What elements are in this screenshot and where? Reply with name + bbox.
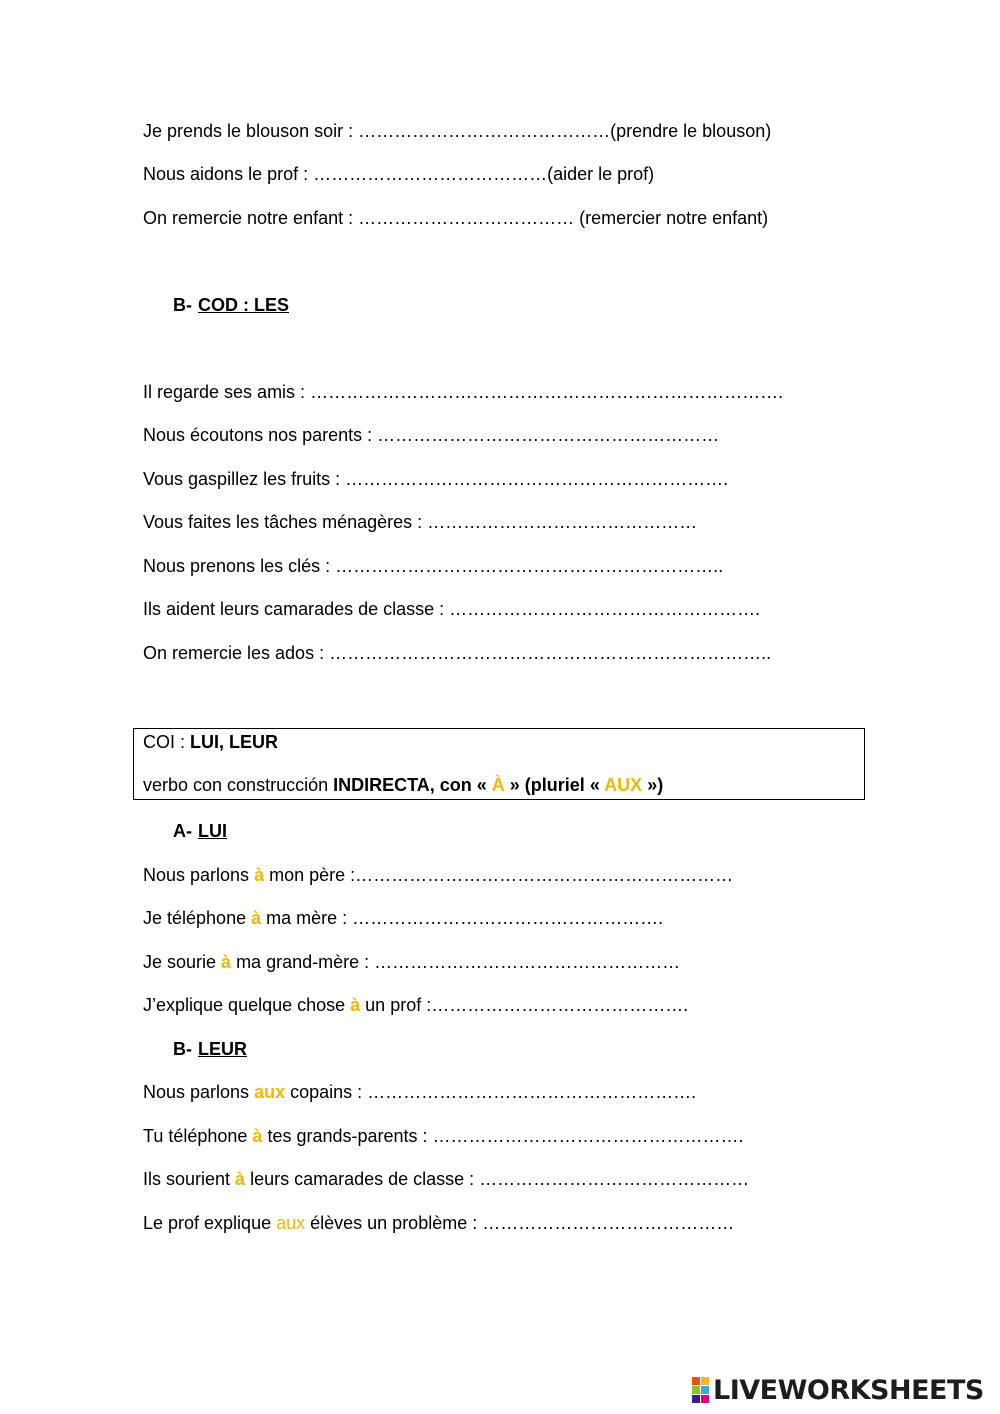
exercise-line: Nous aidons le prof : …………………………………(aider le prof): [143, 164, 655, 184]
section-title: COD : LES: [198, 295, 290, 315]
logo-square: [692, 1377, 700, 1385]
exercise-line: On remercie notre enfant : ……………………………… (remercier notre enfant): [143, 208, 769, 228]
section-prefix: B-: [173, 1039, 192, 1059]
exercise-line: Il regarde ses amis : …………………………………………………………………….: [143, 382, 784, 402]
line-start: Nous parlons: [143, 1082, 255, 1102]
line-start: Tu téléphone: [143, 1126, 253, 1146]
coi-description: [143, 774, 663, 796]
line-start: Ils sourient: [143, 1169, 236, 1189]
exercise-line: [143, 907, 663, 929]
coi-desc-end: »): [642, 775, 664, 795]
logo-square: [701, 1386, 709, 1394]
coi-label: COI :: [143, 732, 191, 752]
exercise-line: [143, 1081, 696, 1103]
preposition: à: [235, 1169, 246, 1189]
coi-aux-word: AUX: [604, 775, 643, 795]
logo-square: [701, 1377, 709, 1385]
exercise-line: [143, 1168, 749, 1190]
exercise-line: Vous faites les tâches ménagères : ………………………………………: [143, 512, 698, 532]
exercise-line: [143, 994, 688, 1016]
liveworksheets-logo: [692, 1374, 984, 1406]
coi-a-char: À: [491, 775, 505, 795]
section-title: LEUR: [198, 1039, 247, 1059]
line-start: Je sourie: [143, 952, 222, 972]
coi-desc-bold: INDIRECTA, con «: [333, 775, 492, 795]
exercise-line: [143, 1125, 744, 1147]
section-heading-leur: [173, 1038, 247, 1060]
line-end: un prof :…………………………………….: [360, 995, 689, 1015]
line-end: élèves un problème : ……………………………………: [305, 1213, 735, 1233]
preposition: à: [350, 995, 361, 1015]
line-end: ma mère : …………………………………………….: [261, 908, 664, 928]
line-end: leurs camarades de classe : ………………………………………: [245, 1169, 750, 1189]
preposition: à: [221, 952, 232, 972]
line-end: copains : ……………………………………………….: [285, 1082, 697, 1102]
preposition: aux: [254, 1082, 286, 1102]
exercise-line: Nous écoutons nos parents : …………………………………………………: [143, 425, 720, 445]
exercise-line: On remercie les ados : ………………………………………………………………..: [143, 643, 772, 663]
line-start: Le prof explique: [143, 1213, 277, 1233]
line-start: J’explique quelque chose: [143, 995, 351, 1015]
section-heading-cod: [173, 294, 289, 316]
section-prefix: A-: [173, 821, 192, 841]
logo-square: [692, 1395, 700, 1403]
line-end: mon père :………………………………………………………: [264, 865, 734, 885]
preposition: aux: [276, 1213, 306, 1233]
section-heading-lui: [173, 820, 227, 842]
exercise-line: [143, 951, 680, 973]
logo-square: [701, 1395, 709, 1403]
line-end: tes grands-parents : …………………………………………….: [262, 1126, 744, 1146]
exercise-line: [143, 864, 733, 886]
logo-text: LIVEWORKSHEETS: [713, 1374, 984, 1406]
logo-grid-icon: [692, 1377, 709, 1403]
exercise-line: Je prends le blouson soir : ……………………………………(prendre le blouson): [143, 121, 772, 141]
coi-desc-mid: » (pluriel «: [504, 775, 605, 795]
preposition: à: [251, 908, 262, 928]
coi-pronouns: LUI, LEUR: [190, 732, 279, 752]
preposition: à: [254, 865, 265, 885]
line-start: Nous parlons: [143, 865, 255, 885]
preposition: à: [252, 1126, 263, 1146]
exercise-line: Nous prenons les clés : ………………………………………………………..: [143, 556, 724, 576]
section-prefix: B-: [173, 295, 192, 315]
exercise-line: [143, 1212, 734, 1234]
exercise-line: Vous gaspillez les fruits : ……………………………………………………….: [143, 469, 729, 489]
exercise-line: Ils aident leurs camarades de classe : …………………………………………….: [143, 599, 761, 619]
coi-desc-start: verbo con construcción: [143, 775, 334, 795]
line-start: Je téléphone: [143, 908, 252, 928]
section-title: LUI: [198, 821, 227, 841]
line-end: ma grand-mère : ……………………………………………: [231, 952, 681, 972]
logo-square: [692, 1386, 700, 1394]
coi-title: [143, 731, 278, 753]
